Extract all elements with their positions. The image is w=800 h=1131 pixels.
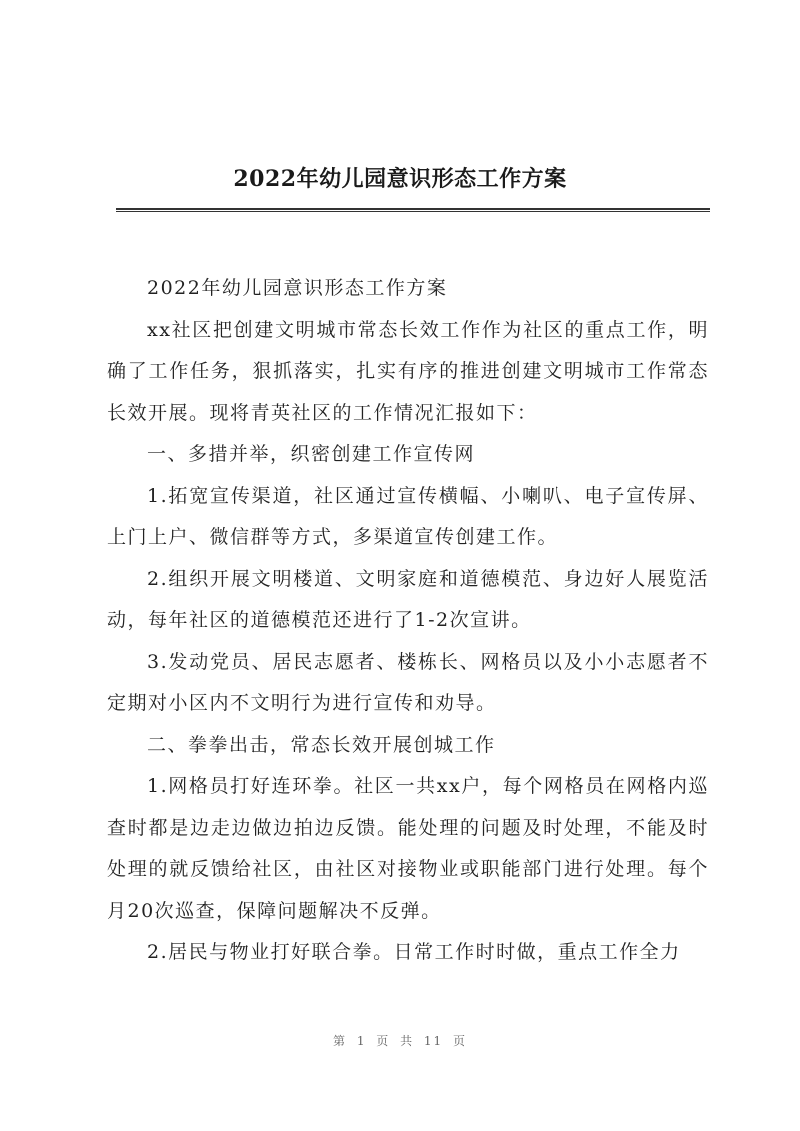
body-paragraph: 1.网格员打好连环拳。社区一共xx户，每个网格员在网格内巡查时都是边走边做边拍边反馈。能处理的问题及时处理，不能及时处理的就反馈给社区，由社区对接物业或职能部门进行处理。每个月20次巡查，保障问题解决不反弹。 — [107, 775, 709, 922]
body-paragraph: 2.居民与物业打好联合拳。日常工作时时做，重点工作全力 — [147, 941, 681, 963]
body-paragraph: 1.拓宽宣传渠道，社区通过宣传横幅、小喇叭、电子宣传屏、上门上户、微信群等方式，多渠道宣传创建工作。 — [107, 484, 709, 548]
body-paragraph: 3.发动党员、居民志愿者、楼栋长、网格员以及小小志愿者不定期对小区内不文明行为进行宣传和劝导。 — [107, 650, 709, 714]
section-heading: 二、拳拳出击，常态长效开展创城工作 — [147, 733, 496, 756]
body-paragraph: xx社区把创建文明城市常态长效工作作为社区的重点工作，明确了工作任务，狠抓落实，扎实有序的推进创建文明城市工作常态长效开展。现将青英社区的工作情况汇报如下： — [107, 318, 709, 424]
body-paragraph: 2.组织开展文明楼道、文明家庭和道德模范、身边好人展览活动，每年社区的道德模范还进行了1-2次宣讲。 — [107, 567, 709, 631]
document-title: 2022年幼儿园意识形态工作方案 — [233, 166, 567, 192]
section-heading: 一、多措并举，织密创建工作宣传网 — [147, 443, 476, 465]
body-paragraph: 2022年幼儿园意识形态工作方案 — [147, 277, 448, 299]
title-divider — [116, 208, 710, 212]
page-number: 第 1 页 共 11 页 — [333, 1034, 467, 1048]
document-body — [107, 268, 709, 974]
